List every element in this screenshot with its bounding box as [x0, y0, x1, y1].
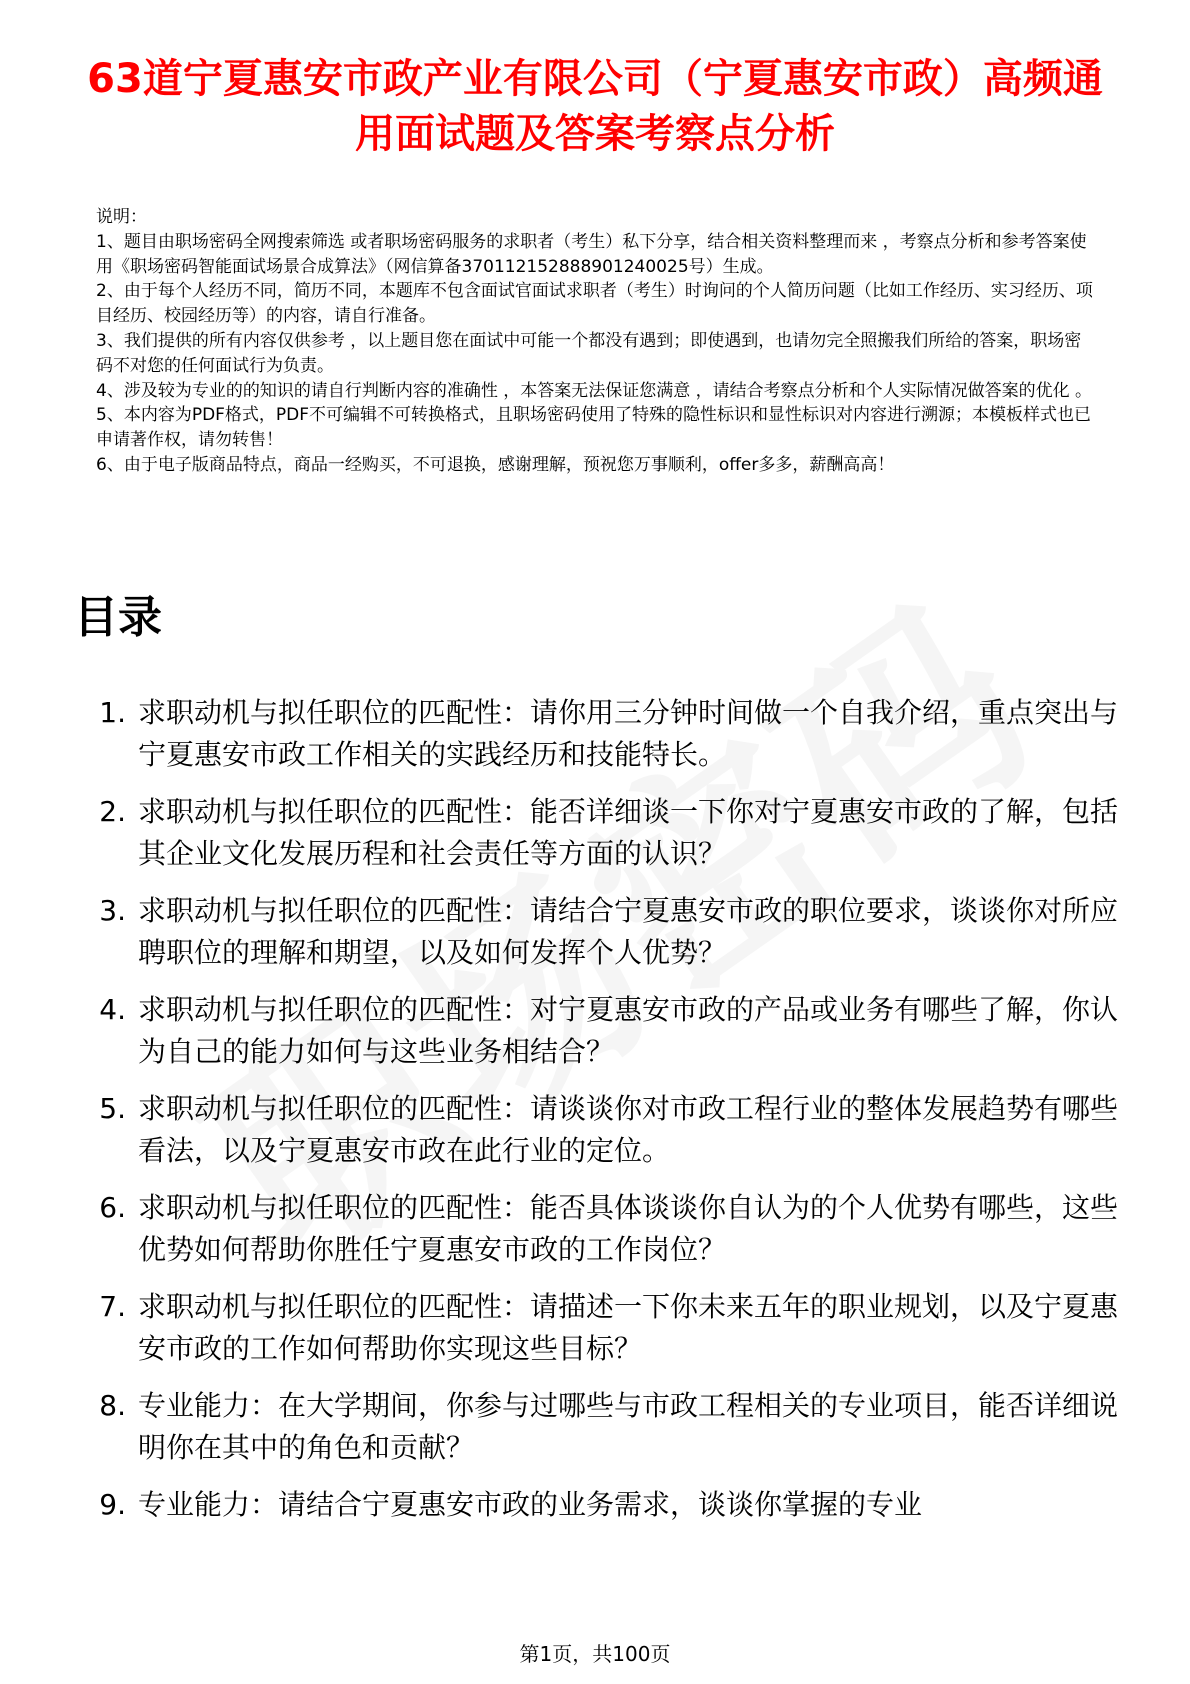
toc-item-number: 5.	[99, 1092, 126, 1125]
note-item: 1、题目由职场密码全网搜索筛选 或者职场密码服务的求职者（考生）私下分享，结合相关资料整理而来 ，考察点分析和参考答案使用《职场密码智能面试场景合成算法》（网信算备370112152888901240025号）生成。	[96, 231, 1087, 277]
toc-item[interactable]	[74, 1187, 1124, 1271]
toc-item-number: 6.	[99, 1191, 126, 1224]
toc-item[interactable]	[74, 1286, 1124, 1370]
toc-item[interactable]	[74, 1484, 1124, 1526]
toc-item[interactable]	[74, 989, 1124, 1073]
document-title: 63道宁夏惠安市政产业有限公司（宁夏惠安市政）高频通用面试题及答案考察点分析	[87, 56, 1103, 157]
toc-item-number: 4.	[99, 993, 126, 1026]
toc-item-text: 求职动机与拟任职位的匹配性：对宁夏惠安市政的产品或业务有哪些了解，你认为自己的能力如何与这些业务相结合？	[138, 993, 1119, 1068]
toc-item-text: 求职动机与拟任职位的匹配性：能否详细谈一下你对宁夏惠安市政的了解，包括其企业文化发展历程和社会责任等方面的认识？	[138, 795, 1119, 870]
toc-item[interactable]	[74, 1088, 1124, 1172]
notes-heading: 说明：	[96, 207, 147, 227]
toc-item-number: 2.	[99, 795, 126, 828]
toc-item-number: 9.	[99, 1488, 126, 1521]
toc-item-text: 求职动机与拟任职位的匹配性：请描述一下你未来五年的职业规划，以及宁夏惠安市政的工作如何帮助你实现这些目标？	[138, 1290, 1119, 1365]
toc-item-text: 专业能力：在大学期间，你参与过哪些与市政工程相关的专业项目，能否详细说明你在其中的角色和贡献？	[138, 1389, 1119, 1464]
toc-item-number: 3.	[99, 894, 126, 927]
toc-item-number: 1.	[99, 696, 126, 729]
toc-item-text: 专业能力：请结合宁夏惠安市政的业务需求，谈谈你掌握的专业	[138, 1488, 923, 1521]
toc-heading: 目录	[74, 592, 162, 643]
toc-item-text: 求职动机与拟任职位的匹配性：能否具体谈谈你自认为的个人优势有哪些，这些优势如何帮助你胜任宁夏惠安市政的工作岗位？	[138, 1191, 1119, 1266]
toc-list	[74, 692, 1124, 1541]
toc-item[interactable]	[74, 791, 1124, 875]
toc-item-text: 求职动机与拟任职位的匹配性：请谈谈你对市政工程行业的整体发展趋势有哪些看法，以及宁夏惠安市政在此行业的定位。	[138, 1092, 1119, 1167]
note-item: 4、涉及较为专业的的知识的请自行判断内容的准确性 ，本答案无法保证您满意 ，请结合考察点分析和个人实际情况做答案的优化 。	[96, 380, 1093, 401]
toc-item[interactable]	[74, 890, 1124, 974]
page-footer: 第1页，共100页	[519, 1642, 671, 1666]
note-item: 3、我们提供的所有内容仅供参考 ，以上题目您在面试中可能一个都没有遇到；即使遇到，也请勿完全照搬我们所给的答案，职场密码不对您的任何面试行为负责。	[96, 330, 1082, 376]
toc-item-text: 求职动机与拟任职位的匹配性：请结合宁夏惠安市政的职位要求，谈谈你对所应聘职位的理解和期望，以及如何发挥个人优势？	[138, 894, 1119, 969]
notes-section	[96, 205, 1096, 478]
toc-item-text: 求职动机与拟任职位的匹配性：请你用三分钟时间做一个自我介绍，重点突出与宁夏惠安市政工作相关的实践经历和技能特长。	[138, 696, 1119, 771]
note-item: 6、由于电子版商品特点，商品一经购买，不可退换，感谢理解，预祝您万事顺利，offer多多，薪酬高高！	[96, 454, 895, 475]
toc-item[interactable]	[74, 692, 1124, 776]
toc-item[interactable]	[74, 1385, 1124, 1469]
note-item: 5、本内容为PDF格式，PDF不可编辑不可转换格式，且职场密码使用了特殊的隐性标识和显性标识对内容进行溯源；本模板样式也已申请著作权，请勿转售！	[96, 405, 1092, 451]
note-item: 2、由于每个人经历不同，简历不同，本题库不包含面试官面试求职者（考生）时询问的个人简历问题（比如工作经历、实习经历、项目经历、校园经历等）的内容，请自行准备。	[96, 281, 1093, 327]
toc-item-number: 8.	[99, 1389, 126, 1422]
toc-item-number: 7.	[99, 1290, 126, 1323]
